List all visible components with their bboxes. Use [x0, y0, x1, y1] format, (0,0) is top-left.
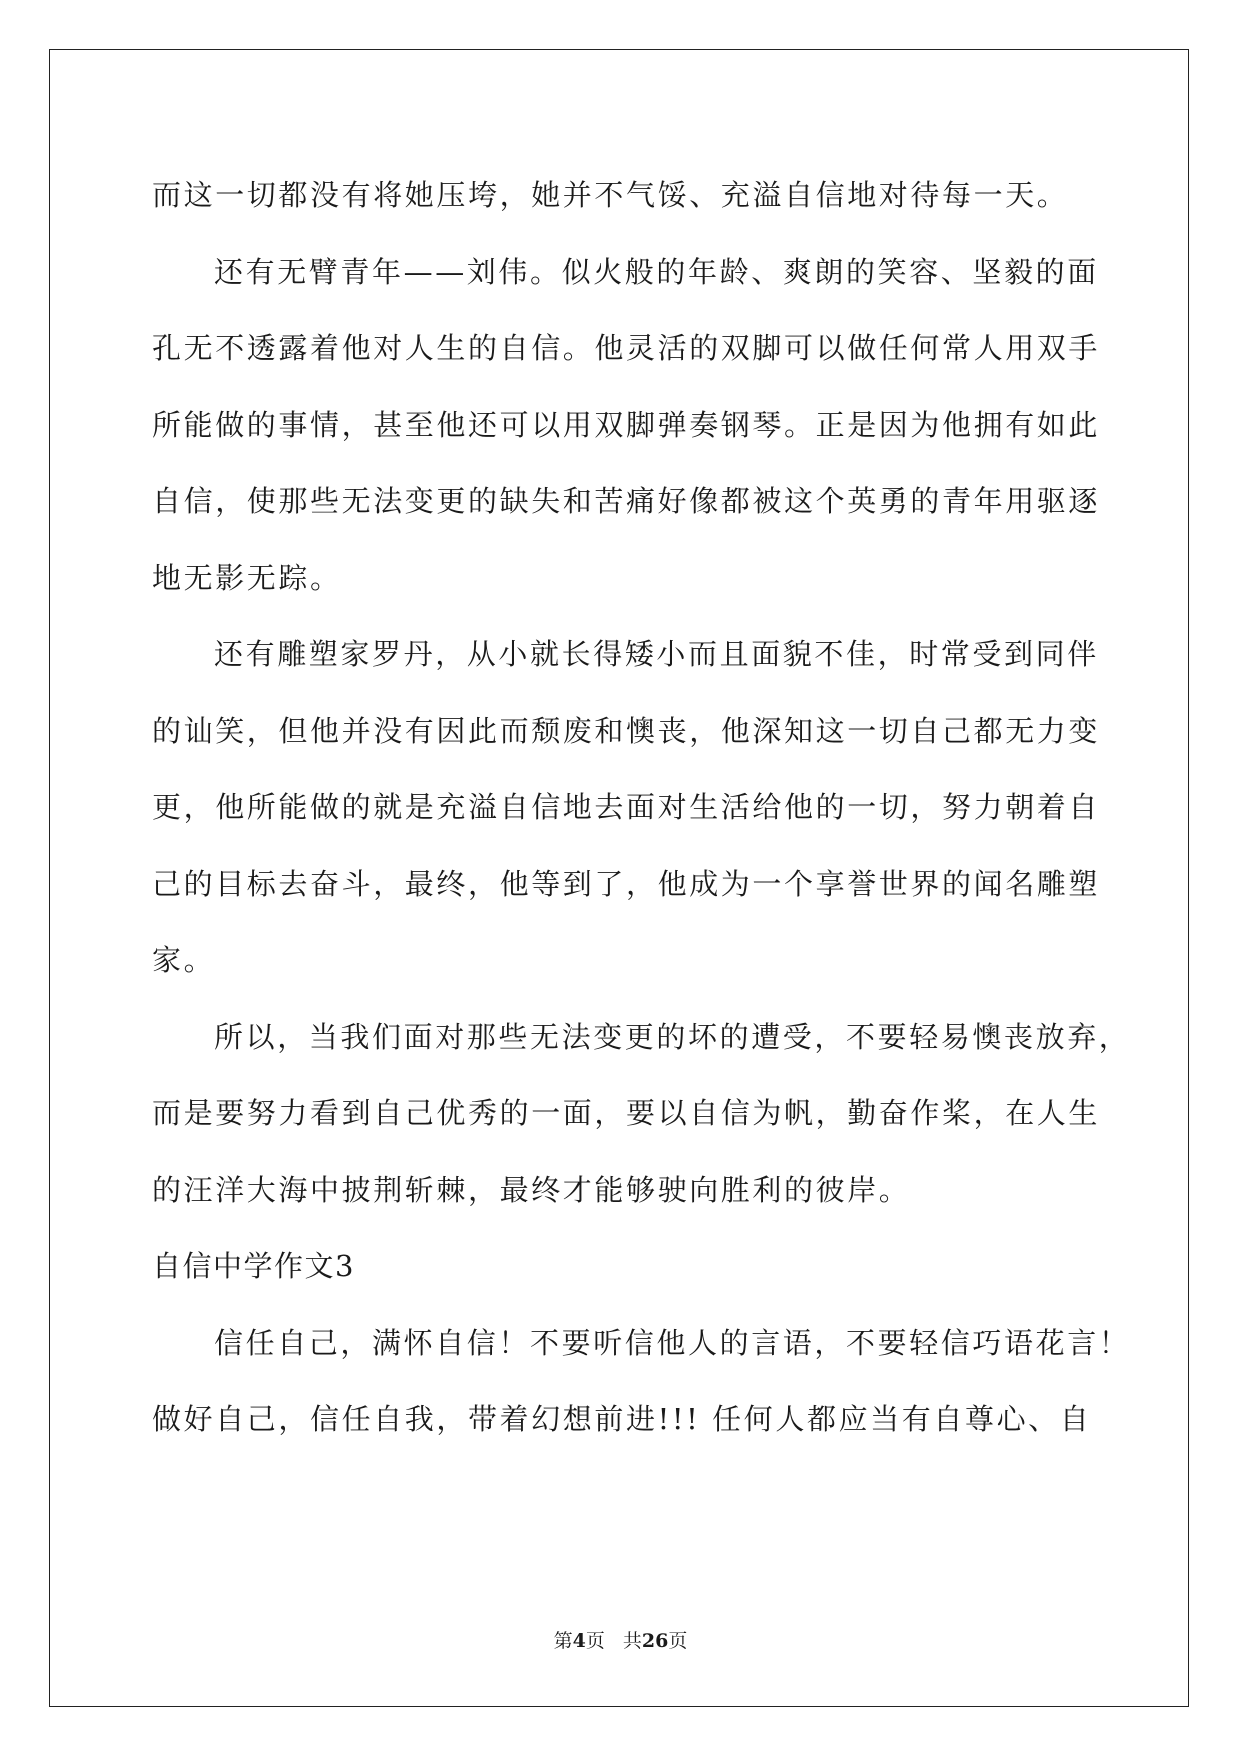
- text-line-14: 的汪洋大海中披荆斩棘，最终才能够驶向胜利的彼岸。: [152, 1172, 911, 1207]
- text-line-10: 己的目标去奋斗，最终，他等到了，他成为一个享誉世界的闻名雕塑: [152, 866, 1101, 901]
- text-line-4: 所能做的事情，甚至他还可以用双脚弹奏钢琴。正是因为他拥有如此: [152, 407, 1101, 442]
- text-line-7: 还有雕塑家罗丹，从小就长得矮小而且面貌不佳，时常受到同伴: [214, 637, 1099, 671]
- text-line-5: 自信，使那些无法变更的缺失和苦痛好像都被这个英勇的青年用驱逐: [152, 484, 1101, 518]
- footer-page-suffix: 页: [585, 1630, 605, 1652]
- text-line-12: 所以，当我们面对那些无法变更的坏的遭受，不要轻易懊丧放弃，: [214, 1019, 1131, 1054]
- text-line-9: 更，他所能做的就是充溢自信地去面对生活给他的一切，努力朝着自: [152, 790, 1101, 824]
- text-line-8: 的讪笑，但他并没有因此而颓废和懊丧，他深知这一切自己都无力变: [152, 713, 1101, 748]
- document-body: [152, 157, 1131, 1458]
- text-line-17: 做好自己，信任自我，带着幻想前进!!! 任何人都应当有自尊心、自: [152, 1402, 1092, 1436]
- page-footer: [0, 1626, 1241, 1653]
- text-line-1: 而这一切都没有将她压垮，她并不气馁、充溢自信地对待每一天。: [152, 178, 1069, 212]
- text-line-6: 地无影无踪。: [152, 560, 342, 595]
- text-line-13: 而是要努力看到自己优秀的一面，要以自信为帆，勤奋作桨，在人生: [152, 1096, 1101, 1130]
- text-line-3: 孔无不透露着他对人生的自信。他灵活的双脚可以做任何常人用双手: [152, 331, 1101, 365]
- footer-total-prefix: 共: [622, 1630, 642, 1652]
- section-heading: 自信中学作文3: [152, 1249, 355, 1283]
- text-line-11: 家。: [152, 943, 216, 977]
- footer-total-suffix: 页: [668, 1630, 688, 1652]
- page-number: 4: [572, 1630, 586, 1652]
- text-line-2: 还有无臂青年——刘伟。似火般的年龄、爽朗的笑容、坚毅的面: [214, 254, 1099, 289]
- text-line-16: 信任自己，满怀自信！不要听信他人的言语，不要轻信巧语花言！: [214, 1325, 1131, 1360]
- total-pages: 26: [641, 1630, 669, 1652]
- footer-prefix: 第: [553, 1630, 573, 1652]
